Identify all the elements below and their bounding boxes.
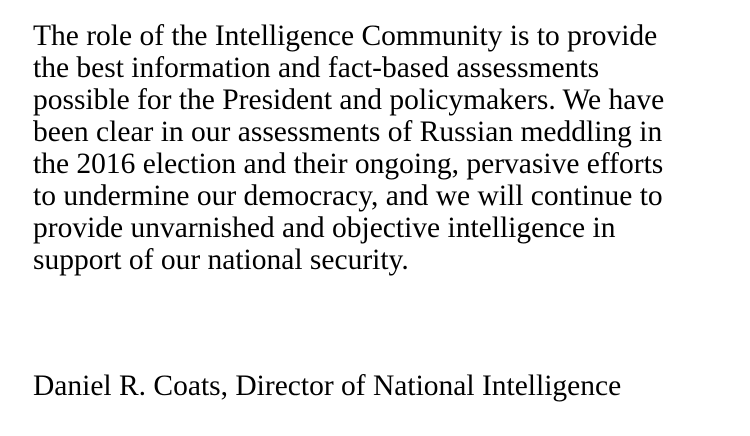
statement-line: the best information and fact-based assessments: [33, 52, 600, 84]
statement-line: possible for the President and policymakers. We have: [33, 84, 665, 116]
statement-line: The role of the Intelligence Community is to provide: [33, 20, 658, 52]
statement-line: to undermine our democracy, and we will continue to: [33, 180, 663, 212]
statement-line: been clear in our assessments of Russian meddling in: [33, 116, 663, 148]
statement-line: the 2016 election and their ongoing, pervasive efforts: [33, 148, 664, 180]
statement-line: support of our national security.: [33, 244, 409, 276]
signature-line: Daniel R. Coats, Director of National Intelligence: [33, 370, 622, 402]
statement-line: provide unvarnished and objective intelligence in: [33, 212, 616, 244]
statement-paragraph: [33, 20, 722, 276]
